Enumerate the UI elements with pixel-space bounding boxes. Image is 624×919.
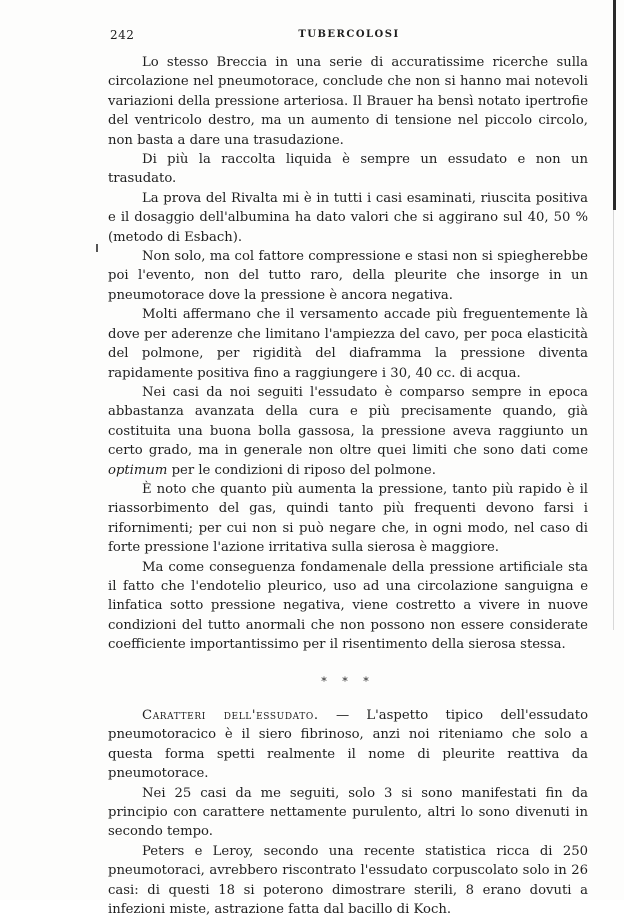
paragraph: Molti affermano che il versamento accade più freguentemente là dove per aderenze che limitano l'ampiezza del cavo, per poca elasticità del polmone, per rigidità del diaframma la pressione diventa rapidamente positiva fino a raggiungere i 30, 40 cc. di acqua. [108,307,588,381]
running-title: TUBERCOLOSI [298,29,400,40]
paragraph: Di più la raccolta liquida è sempre un essudato e non un trasudato. [108,152,588,187]
paragraph: È noto che quanto più aumenta la pressione, tanto più rapido è il riassorbimento del gas, quindi tanto più frequenti devono farsi i rifornimenti; per cui non si può negare che, in ogni modo, nel caso di forte pressione l'azione irritativa sulla sierosa è maggiore. [108,481,588,556]
paragraph-text: Nei casi da noi seguiti l'essudato è comparso sempre in epoca abbastanza avanzata della cura e più precisamente quando, già costituita una buona bolla gassosa, la pressione aveva raggiunto un certo grado, ma in generale non oltre quei limiti che sono dati come [108,384,588,459]
paragraph: Ma come conseguenza fondamenale della pressione artificiale sta il fatto che l'endotelio pleurico, uso ad una circolazione sanguigna e linfatica sotto pressione negativa, viene costretto a vivere in nuove condizioni del tutto anormali che non possono non essere considerate coefficiente importantissimo per il risentimento della sierosa stessa. [108,559,588,653]
paragraph: La prova del Rivalta mi è in tutti i casi esaminati, riuscita positiva e il dosaggio dell'albumina ha dato valori che si aggirano sul 40, 50 % (metodo di Esbach). [108,190,588,245]
section-paragraph [108,706,588,784]
paragraph: Non solo, ma col fattore compressione e stasi non si spiegherebbe poi l'evento, non del tutto raro, della pleurite che insorge in un pneumotorace dove la pressione è ancora negativa. [108,249,588,303]
section-separator: * * * [321,674,375,688]
page-number: 242 [110,28,135,42]
italic-term: optimum [108,462,168,478]
section-heading: Caratteri dell'essudato. [142,708,319,723]
paragraph [108,383,588,480]
paragraph: Lo stesso Breccia in una serie di accuratissime ricerche sulla circolazione nel pneumotorace, conclude che non si hanno mai notevoli variazioni della pressione arteriosa. Il Brauer ha bensì notato ipertrofie del ventricolo destro, ma un aumento di tensione nel piccolo circolo, non basta a dare una trasudazione. [108,55,588,148]
page-edge-shadow [613,0,616,210]
page-header [110,28,588,46]
paragraph-text: per le condizioni di riposo del polmone. [167,462,436,478]
page-edge-line [613,210,614,630]
body-text [108,53,588,919]
paragraph-text: — L'aspetto tipico dell'essudato pneumotoracico è il siero fibrinoso, anzi noi riteniamo che solo a questa forma spetti realmente il nome di pleurite reattiva da pneumotorace. [108,708,589,782]
paragraph: Nei 25 casi da me seguiti, solo 3 si sono manifestati fin da principio con carattere nettamente purulento, altri lo sono divenuti in secondo tempo. [108,785,588,840]
paragraph: Peters e Leroy, secondo una recente statistica ricca di 250 pneumotoraci, avrebbero riscontrato l'essudato corpuscolato solo in 26 casi: di questi 18 si poterono dimostrare sterili, 8 erano dovuti a infezioni miste, astrazione fatta dal bacillo di Koch. [108,843,588,918]
scan-speck [96,244,98,252]
